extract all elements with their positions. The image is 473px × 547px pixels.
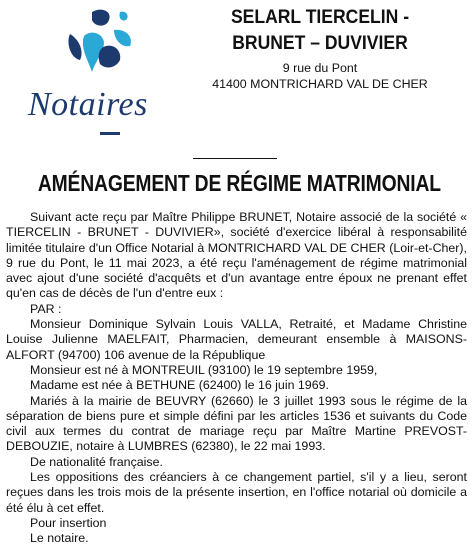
office-city: 41400 MONTRICHARD VAL DE CHER bbox=[212, 77, 428, 91]
title-divider bbox=[193, 158, 277, 159]
logo-wordmark: Notaires bbox=[28, 86, 148, 123]
office-address bbox=[182, 60, 458, 92]
notaires-emblem-icon bbox=[62, 8, 142, 88]
paragraph-marriage: Mariés à la mairie de BEUVRY (62660) le 3 juillet 1993 sous le régime de la séparation de biens pure et simple défini par les articles 1536 et suivants du Code civil aux termes du contrat de mariage reçu par Maître Martine PREVOST-DEBOUZIE, notaire à LUMBRES (62380), le 22 mai 1993. bbox=[6, 393, 467, 454]
paragraph-wife-birth: Madame est née à BETHUNE (62400) le 16 juin 1969. bbox=[30, 378, 329, 393]
notice-header bbox=[0, 0, 473, 150]
paragraph-intro: Suivant acte reçu par Maître Philippe BRUNET, Notaire associé de la société « TIERCELIN - BRUNET - DUVIVIER», société d'exercice libéral à responsabilité limitée titulaire d'un Office Notarial à MONTRICHARD VAL DE CHER (Loir-et-Cher), 9 rue du Pont, le 11 mai 2023, a été reçu l'aménagement de régime matrimonial avec ajout d'une société d'acquêts et d'un avantage entre époux ne prenant effet qu'en cas de décès de l'un d'entre eux : bbox=[6, 210, 467, 301]
paragraph-oppositions: Les oppositions des créanciers à ce changement partiel, s'il y a lieu, seront reçues dans les trois mois de la présente insertion, en l'office notarial où domicile a été élu à cet effet. bbox=[6, 470, 467, 515]
paragraph-parties: Monsieur Dominique Sylvain Louis VALLA, Retraité, et Madame Christine Louise Julienne MAELFAIT, Pharmacien, demeurant ensemble à MAISONS-ALFORT (94700) 106 avenue de la République bbox=[6, 317, 467, 362]
office-street: 9 rue du Pont bbox=[282, 61, 358, 75]
paragraph-par: PAR : bbox=[30, 301, 62, 316]
paragraph-husband-birth: Monsieur est né à MONTREUIL (93100) le 19 septembre 1959, bbox=[30, 362, 378, 377]
logo-underline bbox=[100, 132, 120, 135]
paragraph-nationality: De nationalité française. bbox=[30, 454, 163, 469]
office-name: SELARL TIERCELIN - BRUNET – DUVIVIER bbox=[230, 6, 410, 54]
paragraph-signature: Le notaire. bbox=[30, 531, 89, 546]
paragraph-pour-insertion: Pour insertion bbox=[30, 515, 107, 530]
notice-body bbox=[6, 210, 467, 547]
notice-title: AMÉNAGEMENT DE RÉGIME MATRIMONIAL bbox=[37, 170, 441, 196]
notaires-logo bbox=[22, 8, 182, 138]
